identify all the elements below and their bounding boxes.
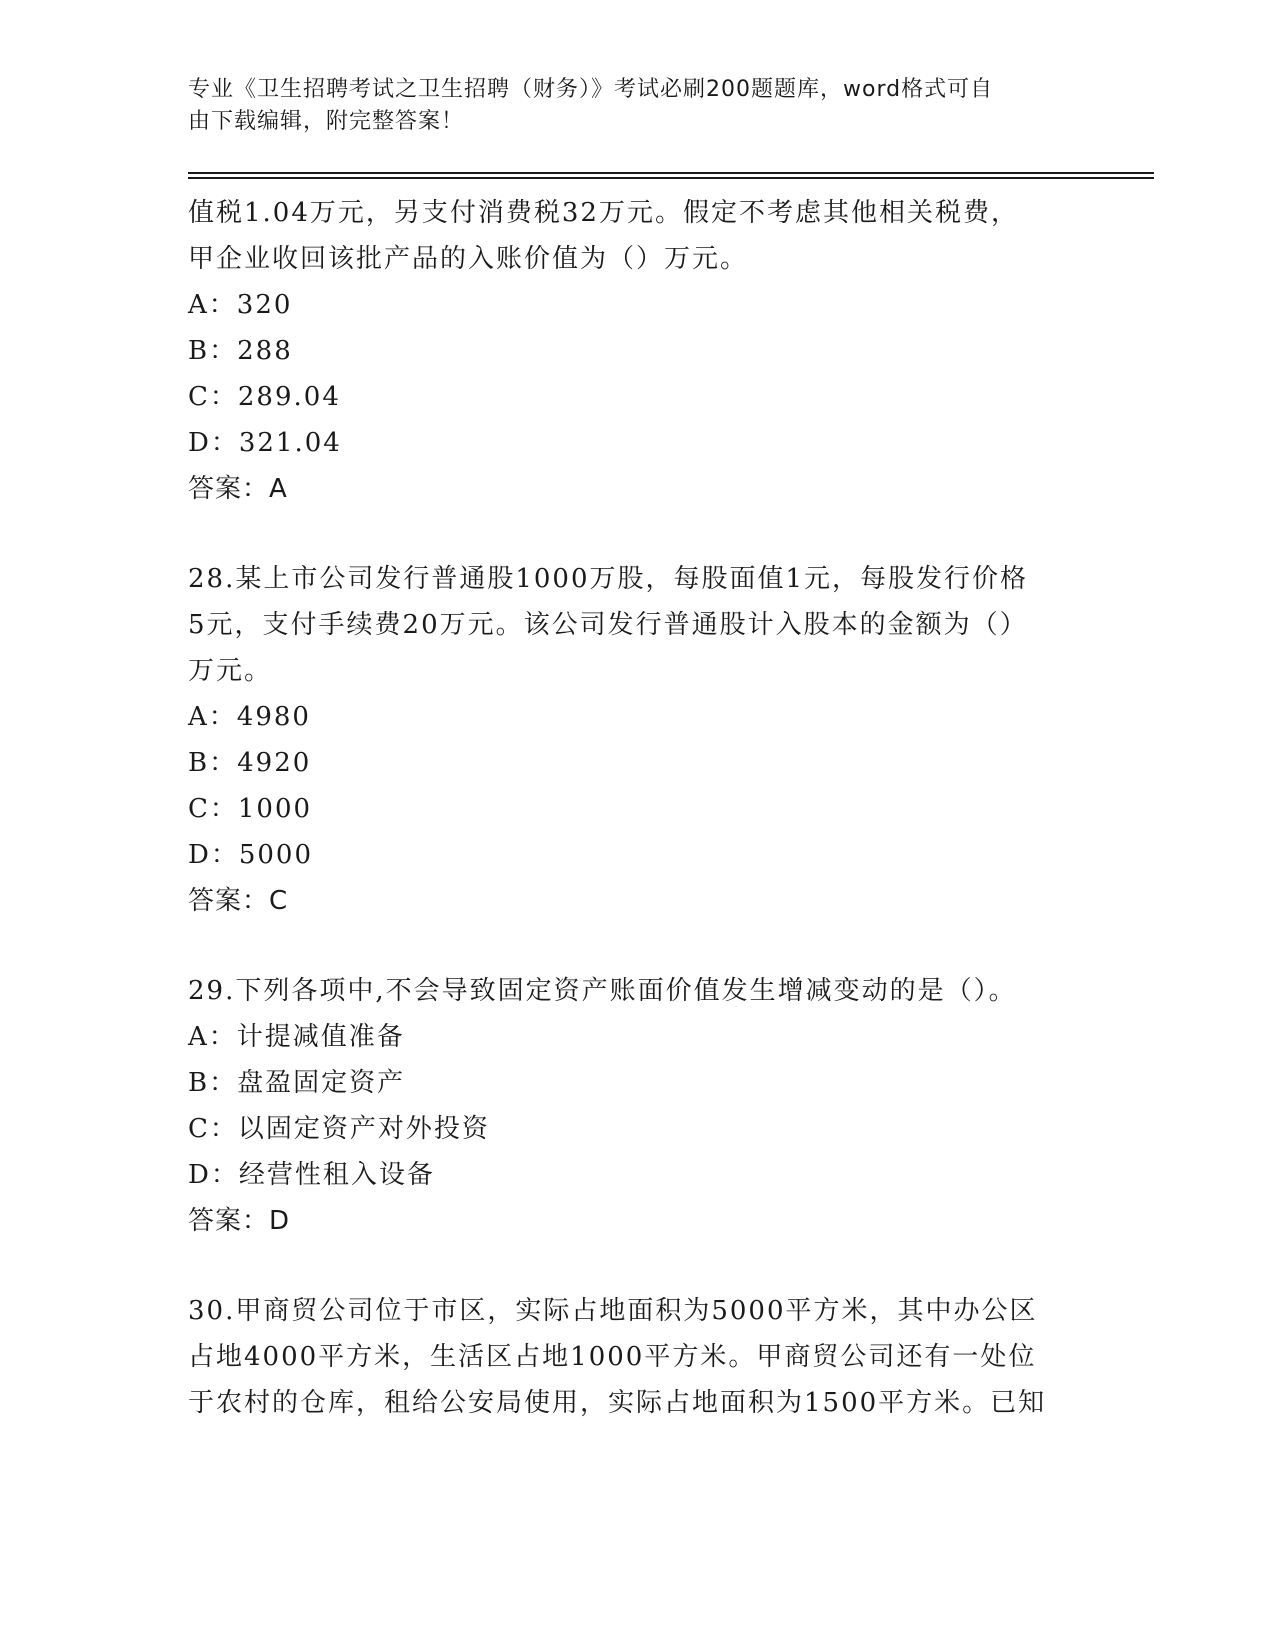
question-text-line: 占地4000平方米，生活区占地1000平方米。甲商贸公司还有一处位 xyxy=(188,1342,1037,1372)
question-28 xyxy=(188,556,1088,924)
option-d: D：5000 xyxy=(188,840,314,870)
question-text-line: 29.下列各项中,不会导致固定资产账面价值发生增减变动的是（）。 xyxy=(188,976,1017,1006)
option-b: B：288 xyxy=(188,336,293,366)
option-a: A：320 xyxy=(188,290,293,320)
option-c: C：以固定资产对外投资 xyxy=(188,1114,490,1144)
question-text-line: 28.某上市公司发行普通股1000万股，每股面值1元，每股发行价格 xyxy=(188,564,1029,594)
question-29 xyxy=(188,968,1088,1244)
header-line-2: 由下载编辑，附完整答案！ xyxy=(188,109,465,134)
answer-label: 答案：C xyxy=(188,886,289,916)
option-a: A：计提减值准备 xyxy=(188,1022,405,1052)
option-b: B：盘盈固定资产 xyxy=(188,1068,406,1098)
question-text-line: 5元，支付手续费20万元。该公司发行普通股计入股本的金额为（） xyxy=(188,610,1028,640)
question-30 xyxy=(188,1288,1088,1426)
option-b: B：4920 xyxy=(188,748,312,778)
question-text-line: 甲企业收回该批产品的入账价值为（）万元。 xyxy=(188,244,749,274)
document-header xyxy=(188,74,1088,138)
question-text-line: 万元。 xyxy=(188,656,273,686)
header-rule-top xyxy=(188,172,1154,174)
question-text-line: 30.甲商贸公司位于市区，实际占地面积为5000平方米，其中办公区 xyxy=(188,1296,1038,1326)
document-body xyxy=(188,190,1088,1426)
question-27 xyxy=(188,190,1088,512)
option-d: D：经营性租入设备 xyxy=(188,1160,435,1190)
option-c: C：289.04 xyxy=(188,382,341,412)
answer-label: 答案：A xyxy=(188,474,288,504)
header-line-1: 专业《卫生招聘考试之卫生招聘（财务）》考试必刷200题题库，word格式可自 xyxy=(188,77,994,102)
header-rule-bottom xyxy=(188,177,1154,179)
question-text-line: 于农村的仓库，租给公安局使用，实际占地面积为1500平方米。已知 xyxy=(188,1388,1047,1418)
option-c: C：1000 xyxy=(188,794,313,824)
option-d: D：321.04 xyxy=(188,428,342,458)
question-text-line: 值税1.04万元，另支付消费税32万元。假定不考虑其他相关税费， xyxy=(188,198,1019,228)
answer-label: 答案：D xyxy=(188,1206,291,1236)
option-a: A：4980 xyxy=(188,702,311,732)
